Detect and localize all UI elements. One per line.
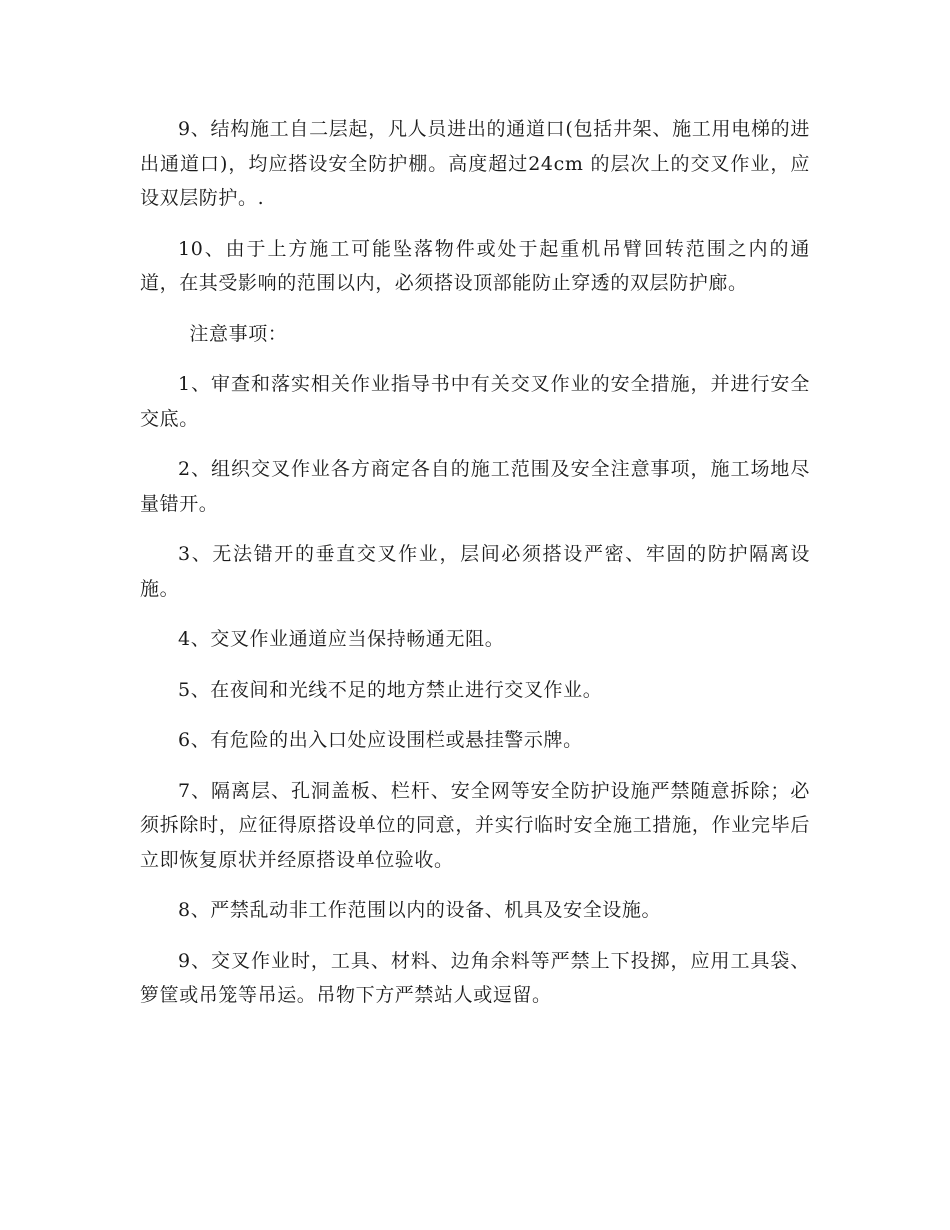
document-body bbox=[140, 112, 810, 1029]
note-item-9: 9、交叉作业时，工具、材料、边角余料等严禁上下投掷，应用工具袋、箩筐或吊笼等吊运。吊物下方严禁站人或逗留。 bbox=[140, 949, 810, 1006]
note-item-5: 5、在夜间和光线不足的地方禁止进行交叉作业。 bbox=[178, 678, 603, 701]
paragraph-10-double-corridor: 10、由于上方施工可能坠落物件或处于起重机吊臂回转范围之内的通道，在其受影响的范围以内，必须搭设顶部能防止穿透的双层防护廊。 bbox=[140, 237, 810, 294]
note-item-6: 6、有危险的出入口处应设围栏或悬挂警示牌。 bbox=[178, 729, 583, 751]
paragraph-9-structure-protection: 9、结构施工自二层起，凡人员进出的通道口(包括井架、施工用电梯的进出通道口)，均应搭设安全防护棚。高度超过24cm 的层次上的交叉作业，应设双层防护。. bbox=[140, 118, 810, 209]
note-item-2: 2、组织交叉作业各方商定各自的施工范围及安全注意事项，施工场地尽量错开。 bbox=[140, 458, 810, 515]
note-item-3: 3、无法错开的垂直交叉作业，层间必须搭设严密、牢固的防护隔离设施。 bbox=[140, 543, 810, 600]
note-item-8: 8、严禁乱动非工作范围以内的设备、机具及安全设施。 bbox=[178, 899, 662, 921]
note-item-1: 1、审查和落实相关作业指导书中有关交叉作业的安全措施，并进行安全交底。 bbox=[140, 373, 810, 430]
note-item-4: 4、交叉作业通道应当保持畅通无阻。 bbox=[178, 628, 505, 650]
note-item-7: 7、隔离层、孔洞盖板、栏杆、安全网等安全防护设施严禁随意拆除；必须拆除时，应征得原搭设单位的同意，并实行临时安全施工措施，作业完毕后立即恢复原状并经原搭设单位验收。 bbox=[140, 779, 810, 871]
section-heading-notes: 注意事项： bbox=[189, 322, 288, 345]
